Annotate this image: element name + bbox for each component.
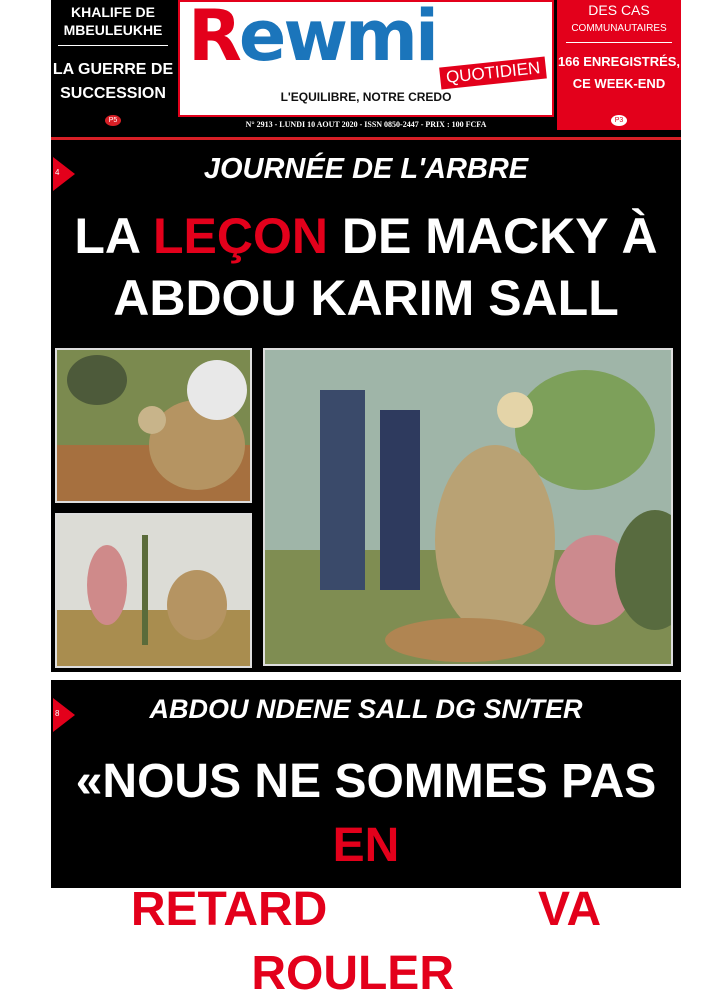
right-teaser-headline: 166 ENREGISTRÉS, CE WEEK-END — [557, 54, 681, 91]
story1-headline[interactable]: LA LEÇON DE MACKY À ABDOU KARIM SALL — [74, 208, 658, 326]
left-page-badge: P5 — [105, 115, 121, 126]
issue-info-bar: N° 2913 - LUNDI 10 AOUT 2020 - ISSN 0850-2447 - PRIX : 100 FCFA — [178, 119, 554, 131]
masthead-logo-box — [178, 0, 554, 117]
page-arrow-icon: 8 — [53, 698, 75, 732]
page-arrow-icon: 4 — [53, 157, 75, 191]
right-teaser-kicker: DES CAS — [588, 2, 650, 18]
photo-planting-2 — [55, 513, 252, 668]
story1-kicker: JOURNÉE DE L'ARBRE — [203, 153, 529, 185]
right-teaser-rule — [566, 42, 672, 43]
masthead-divider — [51, 137, 681, 140]
section-divider — [51, 672, 681, 680]
photo-president-planting — [263, 348, 673, 666]
newspaper-logo: Rewmi — [188, 0, 436, 77]
right-teaser-box[interactable] — [557, 0, 681, 130]
left-teaser-headline: LA GUERRE DE SUCCESSION — [52, 61, 174, 102]
story2-headline[interactable]: «NOUS NE SOMMES PAS EN RETARD, LE TER VA ROULER» — [75, 755, 657, 1000]
story2-kicker: ABDOU NDENE SALL DG SN/TER — [149, 694, 583, 724]
right-page-badge: P3 — [611, 115, 627, 126]
right-teaser-subkicker: COMMUNAUTAIRES — [571, 23, 667, 34]
photo-planting-1 — [55, 348, 252, 503]
left-teaser-box[interactable] — [51, 0, 175, 130]
slogan: L'EQUILIBRE, NOTRE CREDO — [280, 90, 452, 104]
logo-badge: QUOTIDIEN — [439, 56, 547, 89]
newspaper-front-page — [51, 0, 681, 1000]
left-teaser-rule — [58, 45, 168, 46]
left-teaser-kicker: KHALIFE DE MBEULEUKHE — [63, 4, 163, 38]
